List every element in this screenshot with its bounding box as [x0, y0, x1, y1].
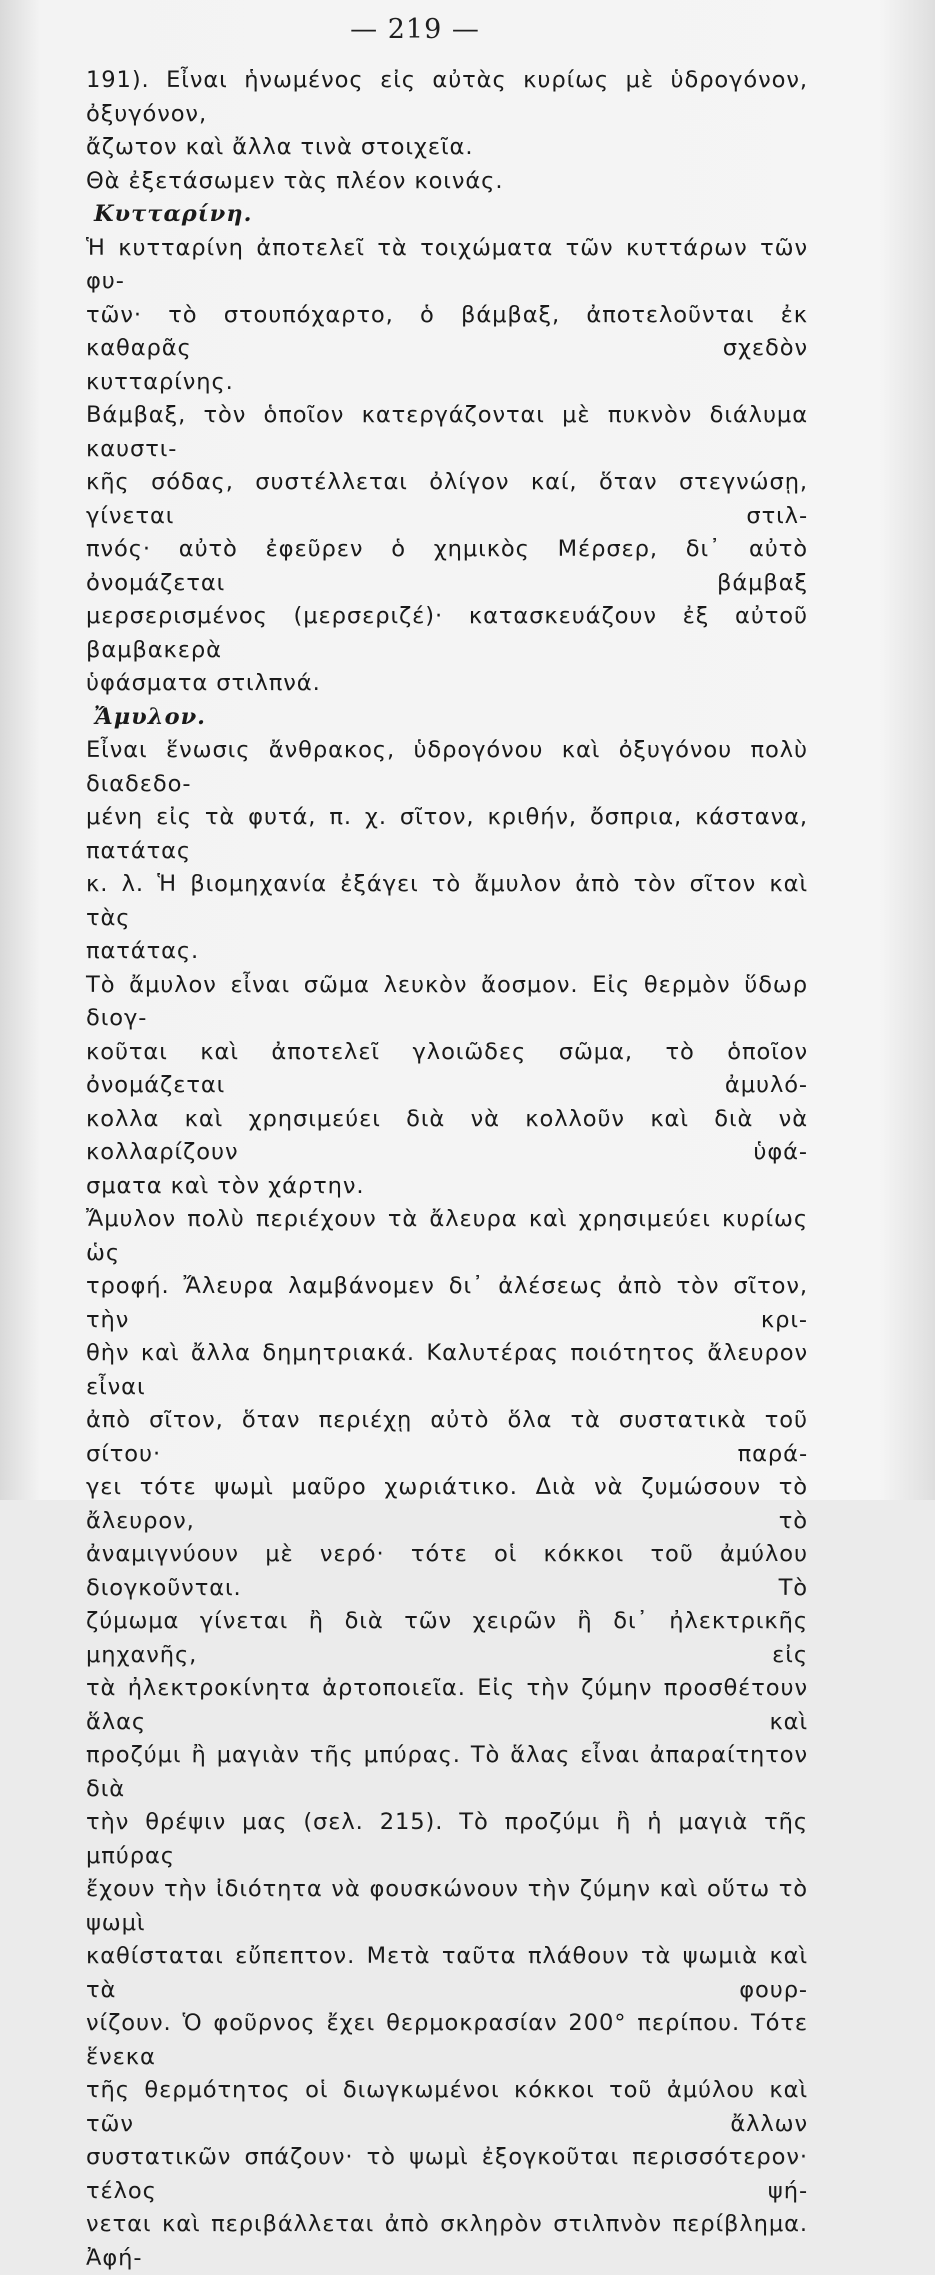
text-line: τὴν θρέψιν μας (σελ. 215). Τὸ προζύμι ἢ ἡ μαγιὰ τῆς μπύρας [86, 1809, 808, 1869]
text-line: προζύμι ἢ μαγιὰν τῆς μπύρας. Τὸ ἅλας εἶναι ἀπαραίτητον διὰ [86, 1742, 808, 1802]
text-line: καθίσταται εὔπεπτον. Μετὰ ταῦτα πλάθουν τὰ ψωμιὰ καὶ τὰ φουρ- [86, 1943, 808, 2003]
text-line: ἀπὸ σῖτον, ὅταν περιέχῃ αὐτὸ ὅλα τὰ συστατικὰ τοῦ σίτου· παρά- [86, 1407, 808, 1467]
text-line: ζύμωμα γίνεται ἢ διὰ τῶν χειρῶν ἢ δι᾽ ἠλεκτρικῆς μηχανῆς, εἰς [86, 1608, 808, 1668]
text-line: ἄζωτον καὶ ἄλλα τινὰ στοιχεῖα. [86, 134, 474, 160]
text-line: θὴν καὶ ἄλλα δημητριακά. Καλυτέρας ποιότητος ἄλευρον εἶναι [86, 1340, 808, 1400]
text-line: νίζουν. Ὁ φοῦρνος ἔχει θερμοκρασίαν 200° περίπου. Τότε ἕνεκα [86, 2010, 808, 2070]
text-line: κυτταρίνης. [86, 368, 234, 395]
page-text [86, 64, 808, 2275]
text-line: κοῦται καὶ ἀποτελεῖ γλοιῶδες σῶμα, τὸ ὁποῖον ὀνομάζεται ἀμυλό- [86, 1038, 808, 1098]
text-line: τὰ ἠλεκτροκίνητα ἀρτοποιεῖα. Εἰς τὴν ζύμην προσθέτουν ἅλας καὶ [86, 1675, 808, 1735]
text-line: συστατικῶν σπάζουν· τὸ ψωμὶ ἐξογκοῦται περισσότερον· τέλος ψή- [86, 2144, 808, 2204]
text-line: Θὰ ἐξετάσωμεν τὰς πλέον κοινάς. [86, 167, 504, 194]
text-line: τῆς θερμότητος οἱ διωγκωμένοι κόκκοι τοῦ ἀμύλου καὶ τῶν ἄλλων [86, 2077, 808, 2137]
text-line: Εἶναι ἕνωσις ἄνθρακος, ὑδρογόνου καὶ ὀξυγόνου πολὺ διαδεδο- [86, 737, 808, 797]
text-line: Τὸ ἄμυλον εἶναι σῶμα λευκὸν ἄοσμον. Εἰς θερμὸν ὕδωρ διογ- [86, 971, 808, 1031]
text-line: ὑφάσματα στιλπνά. [86, 670, 321, 696]
text-line: σματα καὶ τὸν χάρτην. [86, 1172, 365, 1199]
text-line: Βάμβαξ, τὸν ὁποῖον κατεργάζονται μὲ πυκνὸν διάλυμα καυστι- [86, 402, 808, 462]
text-line: Ἄμυλον πολὺ περιέχουν τὰ ἄλευρα καὶ χρησιμεύει κυρίως ὡς [86, 1206, 808, 1266]
text-line: νεται καὶ περιβάλλεται ἀπὸ σκληρὸν στιλπνὸν περίβλημα. Ἀφή- [86, 2211, 808, 2271]
section-heading: Κυτταρίνη. [94, 201, 253, 227]
text-line: κ. λ. Ἡ βιομηχανία ἐξάγει τὸ ἄμυλον ἀπὸ τὸν σῖτον καὶ τὰς [86, 871, 808, 931]
text-line: ἔχουν τὴν ἰδιότητα νὰ φουσκώνουν τὴν ζύμην καὶ οὕτω τὸ ψωμὶ [86, 1876, 808, 1936]
text-line: τῶν· τὸ στουπόχαρτο, ὁ βάμβαξ, ἀποτελοῦνται ἐκ καθαρᾶς σχεδὸν [86, 301, 808, 361]
text-line: κολλα καὶ χρησιμεύει διὰ νὰ κολλοῦν καὶ διὰ νὰ κολλαρίζουν ὑφά- [86, 1105, 808, 1165]
text-line: πατάτας. [86, 938, 200, 964]
text-line: γει τότε ψωμὶ μαῦρο χωριάτικο. Διὰ νὰ ζυμώσουν τὸ ἄλευρον, τὸ [86, 1474, 808, 1534]
page-number: — 219 — [350, 14, 480, 45]
text-line: ἀναμιγνύουν μὲ νερό· τότε οἱ κόκκοι τοῦ ἀμύλου διογκοῦνται. Τὸ [86, 1541, 808, 1601]
text-line: Ἡ κυτταρίνη ἀποτελεῖ τὰ τοιχώματα τῶν κυττάρων τῶν φυ- [86, 234, 808, 294]
text-line: 191). Εἶναι ἡνωμένος εἰς αὐτὰς κυρίως μὲ ὑδρογόνον, ὀξυγόνον, [86, 67, 808, 127]
text-line: πνός· αὐτὸ ἐφεῦρεν ὁ χημικὸς Μέρσερ, δι᾽ αὐτὸ ὀνομάζεται βάμβαξ [86, 536, 808, 596]
text-line: τροφή. Ἄλευρα λαμβάνομεν δι᾽ ἀλέσεως ἀπὸ τὸν σῖτον, τὴν κρι- [86, 1273, 808, 1333]
section-heading: Ἄμυλον. [94, 703, 207, 730]
text-line: μερσερισμένος (μερσεριζέ)· κατασκευάζουν ἐξ αὐτοῦ βαμβακερὰ [86, 603, 808, 663]
text-line: μένη εἰς τὰ φυτά, π. χ. σῖτον, κριθήν, ὄσπρια, κάστανα, πατάτας [86, 804, 808, 864]
text-line: κῆς σόδας, συστέλλεται ὀλίγον καί, ὅταν στεγνώσῃ, γίνεται στιλ- [86, 469, 808, 529]
